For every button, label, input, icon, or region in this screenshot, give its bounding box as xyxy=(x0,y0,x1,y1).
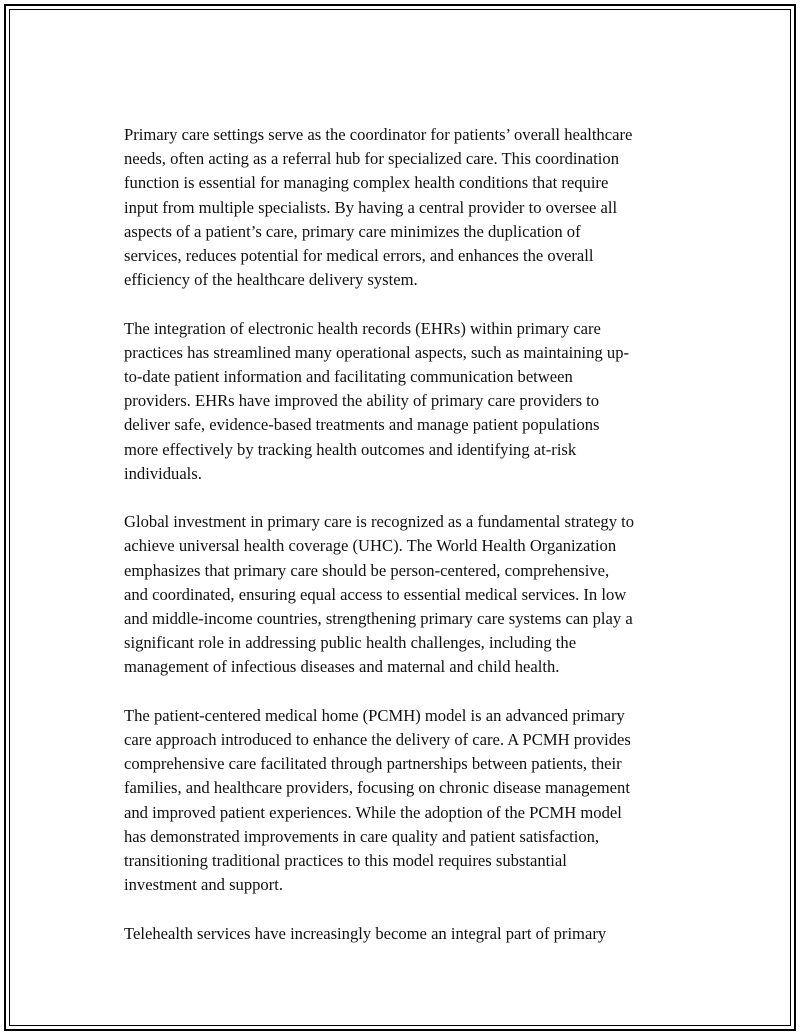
paragraph-global-investment: Global investment in primary care is recognized as a fundamental strategy to achieve universal health coverage (UHC). The World Health Organization emphasizes that primary care should be person-centered, comprehensive, and coordinated, ensuring equal access to essential medical services. In low and middle-income countries, strengthening primary care systems can play a significant role in addressing public health challenges, including the management of infectious diseases and maternal and child health. xyxy=(124,512,635,677)
paragraph-electronic-health-records: The integration of electronic health records (EHRs) within primary care practices has streamlined many operational aspects, such as maintaining up- to-date patient information and facilitating communication between providers. EHRs have improved the ability of primary care providers to deliver safe, evidence-based treatments and manage patient populations more effectively by tracking health outcomes and identifying at-risk individuals. xyxy=(124,318,630,483)
page-border xyxy=(4,4,796,1031)
paragraph-telehealth: Telehealth services have increasingly become an integral part of primary xyxy=(124,923,607,943)
paragraph-care-coordination: Primary care settings serve as the coordinator for patients’ overall healthcare needs, often acting as a referral hub for specialized care. This coordination function is essential for managing complex health conditions that require input from multiple specialists. By having a central provider to oversee all aspects of a patient’s care, primary care minimizes the duplication of services, reduces potential for medical errors, and enhances the overall efficiency of the healthcare delivery system. xyxy=(124,125,633,290)
paragraph-pcmh-model: The patient-centered medical home (PCMH) model is an advanced primary care approach introduced to enhance the delivery of care. A PCMH provides comprehensive care facilitated through partnerships between patients, their families, and healthcare providers, focusing on chronic disease management and improved patient experiences. While the adoption of the PCMH model has demonstrated improvements in care quality and patient satisfaction, transitioning traditional practices to this model requires substantial investment and support. xyxy=(124,705,631,895)
document-body xyxy=(124,123,696,970)
